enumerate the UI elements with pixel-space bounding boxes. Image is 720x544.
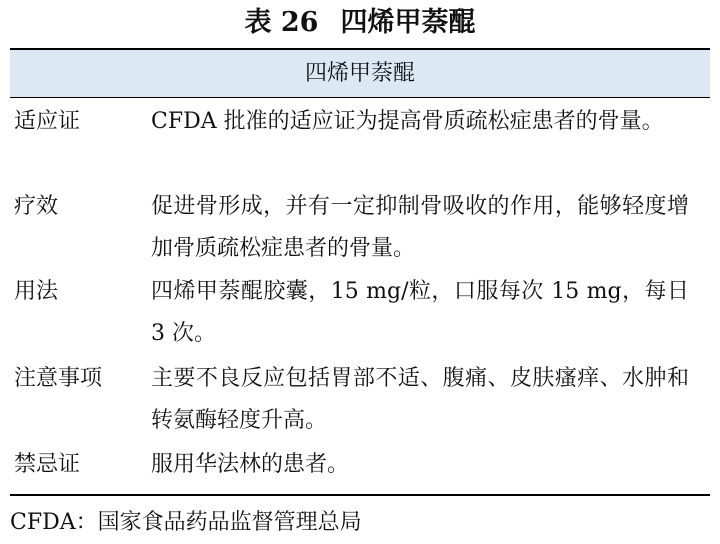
header-rule: [10, 97, 710, 98]
row-text: 促进骨形成，并有一定抑制骨吸收的作用，能够轻度增加骨质疏松症患者的骨量。: [151, 194, 689, 261]
table-footnote: CFDA：国家食品药品监督管理总局: [10, 510, 362, 535]
row-text: 四烯甲萘醌胶囊，15 mg/粒，口服每次 15 mg，每日 3 次。: [151, 279, 689, 346]
row-label: 注意事项: [14, 366, 103, 391]
table-number: 表 26: [244, 7, 319, 38]
row-label: 禁忌证: [14, 452, 81, 477]
table-title: 四烯甲萘醌: [340, 7, 476, 38]
row-label: 适应证: [14, 109, 81, 134]
row-text: 主要不良反应包括胃部不适、腹痛、皮肤瘙痒、水肿和转氨酶轻度升高。: [151, 366, 689, 433]
bottom-rule: [10, 494, 710, 496]
row-text: CFDA 批准的适应证为提高骨质疏松症患者的骨量。: [151, 109, 664, 134]
table-header: 四烯甲萘醌: [10, 50, 710, 97]
row-text: 服用华法林的患者。: [151, 452, 350, 477]
row-label: 疗效: [14, 194, 59, 219]
table-caption: [0, 6, 720, 40]
row-label: 用法: [14, 279, 59, 304]
